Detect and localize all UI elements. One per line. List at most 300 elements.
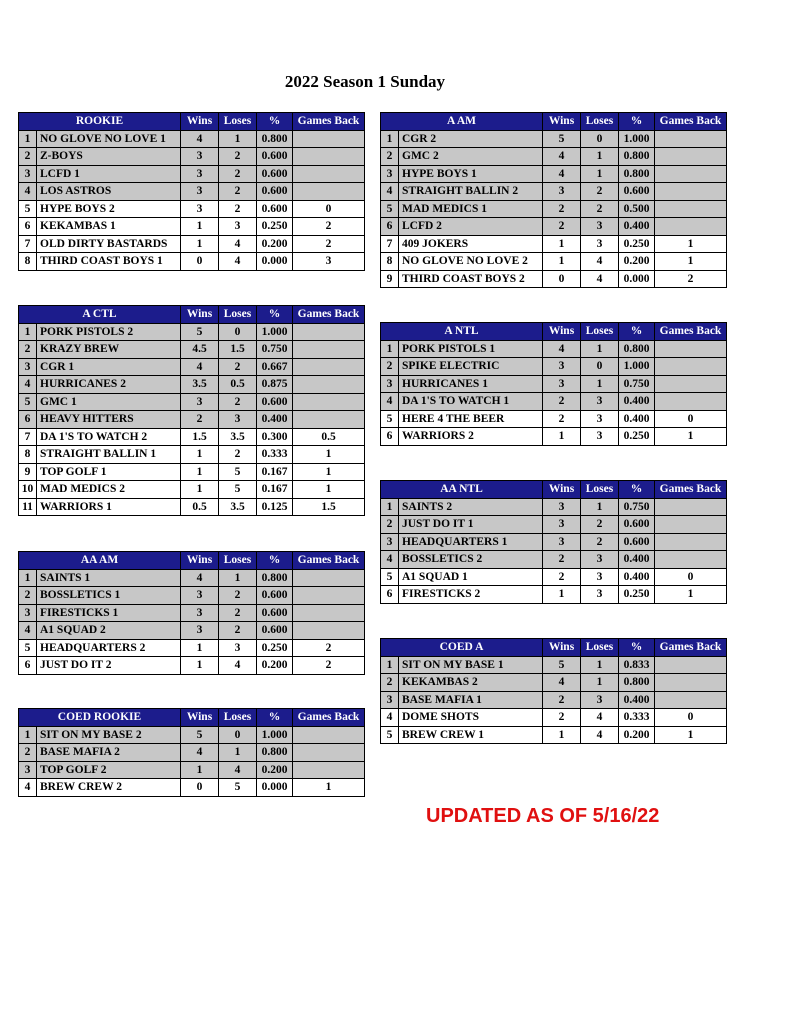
division-name: COED ROOKIE — [19, 709, 181, 727]
loses-cell: 3.5 — [219, 428, 257, 446]
wins-cell: 2 — [181, 411, 219, 429]
rank-cell: 4 — [381, 709, 399, 727]
wins-cell: 5 — [543, 656, 581, 674]
games-back-header: Games Back — [293, 306, 365, 324]
loses-cell: 1 — [581, 375, 619, 393]
loses-cell: 1 — [581, 656, 619, 674]
rank-cell: 7 — [19, 428, 37, 446]
games-back-cell — [655, 691, 727, 709]
games-back-header: Games Back — [655, 639, 727, 657]
games-back-cell: 1 — [655, 586, 727, 604]
rank-cell: 3 — [381, 375, 399, 393]
pct-cell: 0.250 — [257, 218, 293, 236]
rank-cell: 4 — [381, 551, 399, 569]
table-row — [19, 587, 365, 605]
loses-header: Loses — [219, 113, 257, 131]
wins-cell: 3 — [543, 516, 581, 534]
pct-cell: 0.750 — [619, 498, 655, 516]
table-row — [19, 200, 365, 218]
rank-cell: 4 — [19, 622, 37, 640]
team-name-cell: HEADQUARTERS 1 — [399, 533, 543, 551]
table-row — [381, 551, 727, 569]
rank-cell: 5 — [381, 410, 399, 428]
games-back-cell — [655, 674, 727, 692]
wins-cell: 2 — [543, 410, 581, 428]
rank-cell: 6 — [19, 411, 37, 429]
team-name-cell: HURRICANES 1 — [399, 375, 543, 393]
wins-cell: 1 — [181, 218, 219, 236]
games-back-cell — [293, 183, 365, 201]
table-row — [381, 691, 727, 709]
team-name-cell: BOSSLETICS 2 — [399, 551, 543, 569]
table-row — [19, 446, 365, 464]
loses-cell: 3 — [581, 235, 619, 253]
games-back-cell — [655, 200, 727, 218]
games-back-header: Games Back — [293, 113, 365, 131]
pct-cell: 0.800 — [257, 744, 293, 762]
rank-cell: 4 — [381, 183, 399, 201]
pct-cell: 0.600 — [257, 200, 293, 218]
wins-cell: 3.5 — [181, 376, 219, 394]
rank-cell: 8 — [19, 446, 37, 464]
loses-cell: 3 — [219, 411, 257, 429]
loses-cell: 3 — [581, 586, 619, 604]
pct-cell: 0.600 — [619, 183, 655, 201]
rank-cell: 9 — [19, 463, 37, 481]
loses-header: Loses — [219, 709, 257, 727]
table-row — [381, 498, 727, 516]
team-name-cell: JUST DO IT 1 — [399, 516, 543, 534]
table-row — [381, 165, 727, 183]
pct-cell: 1.000 — [257, 726, 293, 744]
loses-cell: 3 — [581, 691, 619, 709]
rank-cell: 3 — [19, 165, 37, 183]
team-name-cell: THIRD COAST BOYS 2 — [399, 270, 543, 288]
pct-cell: 0.833 — [619, 656, 655, 674]
loses-cell: 1 — [581, 165, 619, 183]
loses-cell: 2 — [219, 587, 257, 605]
games-back-header: Games Back — [655, 481, 727, 499]
team-name-cell: BREW CREW 1 — [399, 726, 543, 744]
pct-cell: 0.600 — [257, 587, 293, 605]
games-back-cell — [655, 551, 727, 569]
pct-cell: 0.600 — [257, 604, 293, 622]
pct-cell: 0.200 — [619, 726, 655, 744]
wins-cell: 3 — [543, 533, 581, 551]
pct-header: % — [257, 113, 293, 131]
loses-cell: 4 — [581, 270, 619, 288]
loses-cell: 2 — [581, 516, 619, 534]
table-row — [381, 270, 727, 288]
rank-cell: 11 — [19, 498, 37, 516]
wins-cell: 4.5 — [181, 341, 219, 359]
games-back-cell — [293, 393, 365, 411]
rank-cell: 2 — [19, 587, 37, 605]
table-row — [19, 235, 365, 253]
wins-cell: 5 — [543, 130, 581, 148]
games-back-cell — [293, 726, 365, 744]
wins-cell: 1 — [543, 253, 581, 271]
page-title: 2022 Season 1 Sunday — [284, 72, 446, 91]
games-back-cell: 0 — [293, 200, 365, 218]
standings-table-a-ctl — [18, 305, 365, 516]
loses-cell: 5 — [219, 481, 257, 499]
rank-cell: 5 — [19, 393, 37, 411]
wins-header: Wins — [181, 709, 219, 727]
rank-cell: 1 — [381, 498, 399, 516]
team-name-cell: BREW CREW 2 — [37, 779, 181, 797]
wins-cell: 1 — [543, 726, 581, 744]
pct-cell: 0.600 — [619, 533, 655, 551]
division-name: AA NTL — [381, 481, 543, 499]
team-name-cell: A1 SQUAD 2 — [37, 622, 181, 640]
loses-cell: 1 — [581, 340, 619, 358]
games-back-cell — [293, 604, 365, 622]
wins-cell: 3 — [181, 393, 219, 411]
rank-cell: 6 — [19, 218, 37, 236]
wins-cell: 1 — [543, 428, 581, 446]
table-row — [381, 726, 727, 744]
loses-cell: 4 — [581, 726, 619, 744]
wins-cell: 4 — [181, 569, 219, 587]
table-header-row — [381, 323, 727, 341]
rank-cell: 5 — [19, 200, 37, 218]
pct-cell: 0.800 — [619, 340, 655, 358]
pct-cell: 0.333 — [619, 709, 655, 727]
rank-cell: 3 — [381, 533, 399, 551]
games-back-cell — [655, 218, 727, 236]
loses-cell: 3 — [219, 639, 257, 657]
standings-table-coed-a — [380, 638, 727, 744]
table-row — [19, 498, 365, 516]
table-row — [19, 569, 365, 587]
table-row — [381, 235, 727, 253]
table-row — [19, 726, 365, 744]
pct-cell: 0.400 — [619, 218, 655, 236]
games-back-cell: 1 — [293, 779, 365, 797]
table-row — [19, 376, 365, 394]
pct-cell: 0.800 — [257, 569, 293, 587]
pct-cell: 0.167 — [257, 463, 293, 481]
table-row — [19, 358, 365, 376]
pct-cell: 0.600 — [257, 183, 293, 201]
division-name: ROOKIE — [19, 113, 181, 131]
games-back-cell: 2 — [293, 657, 365, 675]
wins-cell: 0 — [181, 253, 219, 271]
pct-cell: 0.750 — [257, 341, 293, 359]
pct-cell: 0.400 — [619, 393, 655, 411]
table-row — [381, 709, 727, 727]
team-name-cell: BASE MAFIA 1 — [399, 691, 543, 709]
wins-header: Wins — [543, 323, 581, 341]
wins-cell: 1 — [181, 481, 219, 499]
rank-cell: 1 — [19, 130, 37, 148]
games-back-cell: 1 — [293, 463, 365, 481]
games-back-cell — [293, 323, 365, 341]
loses-cell: 0 — [581, 130, 619, 148]
team-name-cell: STRAIGHT BALLIN 2 — [399, 183, 543, 201]
wins-cell: 3 — [543, 183, 581, 201]
games-back-cell — [655, 148, 727, 166]
rank-cell: 5 — [381, 200, 399, 218]
standings-table-rookie — [18, 112, 365, 271]
wins-cell: 3 — [181, 200, 219, 218]
games-back-cell — [655, 393, 727, 411]
pct-cell: 0.600 — [257, 393, 293, 411]
updated-note: UPDATED AS OF 5/16/22 — [426, 805, 660, 827]
pct-header: % — [619, 113, 655, 131]
loses-cell: 3 — [219, 218, 257, 236]
rank-cell: 1 — [19, 323, 37, 341]
pct-cell: 0.400 — [619, 551, 655, 569]
pct-cell: 0.400 — [619, 410, 655, 428]
pct-header: % — [619, 323, 655, 341]
pct-cell: 0.000 — [257, 779, 293, 797]
rank-cell: 6 — [381, 428, 399, 446]
pct-cell: 0.200 — [257, 761, 293, 779]
games-back-cell — [293, 569, 365, 587]
wins-cell: 2 — [543, 691, 581, 709]
loses-cell: 1.5 — [219, 341, 257, 359]
table-row — [19, 165, 365, 183]
wins-cell: 1.5 — [181, 428, 219, 446]
wins-cell: 1 — [181, 761, 219, 779]
pct-cell: 0.500 — [619, 200, 655, 218]
pct-cell: 0.600 — [257, 148, 293, 166]
loses-cell: 2 — [219, 165, 257, 183]
table-header-row — [19, 306, 365, 324]
table-row — [381, 148, 727, 166]
team-name-cell: GMC 2 — [399, 148, 543, 166]
team-name-cell: MAD MEDICS 2 — [37, 481, 181, 499]
wins-cell: 1 — [181, 463, 219, 481]
team-name-cell: SPIKE ELECTRIC — [399, 358, 543, 376]
table-row — [381, 393, 727, 411]
wins-cell: 0 — [181, 779, 219, 797]
table-row — [381, 375, 727, 393]
rank-cell: 8 — [19, 253, 37, 271]
table-row — [19, 428, 365, 446]
pct-header: % — [619, 481, 655, 499]
team-name-cell: KEKAMBAS 1 — [37, 218, 181, 236]
games-back-cell — [655, 533, 727, 551]
table-row — [19, 657, 365, 675]
team-name-cell: STRAIGHT BALLIN 1 — [37, 446, 181, 464]
loses-header: Loses — [581, 323, 619, 341]
team-name-cell: THIRD COAST BOYS 1 — [37, 253, 181, 271]
loses-cell: 1 — [219, 744, 257, 762]
team-name-cell: TOP GOLF 2 — [37, 761, 181, 779]
division-name: A NTL — [381, 323, 543, 341]
loses-cell: 2 — [219, 183, 257, 201]
wins-cell: 1 — [181, 235, 219, 253]
games-back-cell: 0 — [655, 709, 727, 727]
wins-header: Wins — [181, 306, 219, 324]
rank-cell: 10 — [19, 481, 37, 499]
standings-table-aa-am — [18, 551, 365, 675]
games-back-cell — [655, 516, 727, 534]
pct-cell: 0.400 — [257, 411, 293, 429]
table-row — [19, 604, 365, 622]
team-name-cell: HEAVY HITTERS — [37, 411, 181, 429]
loses-cell: 3 — [581, 551, 619, 569]
rank-cell: 2 — [381, 516, 399, 534]
rank-cell: 3 — [381, 691, 399, 709]
team-name-cell: DA 1'S TO WATCH 1 — [399, 393, 543, 411]
team-name-cell: HURRICANES 2 — [37, 376, 181, 394]
wins-header: Wins — [543, 639, 581, 657]
games-back-cell — [293, 587, 365, 605]
wins-cell: 0 — [543, 270, 581, 288]
table-row — [19, 411, 365, 429]
rank-cell: 1 — [381, 130, 399, 148]
games-back-cell — [655, 340, 727, 358]
team-name-cell: NO GLOVE NO LOVE 1 — [37, 130, 181, 148]
rank-cell: 2 — [381, 148, 399, 166]
team-name-cell: FIRESTICKS 1 — [37, 604, 181, 622]
loses-cell: 3 — [581, 410, 619, 428]
table-row — [381, 674, 727, 692]
pct-cell: 1.000 — [257, 323, 293, 341]
table-row — [381, 340, 727, 358]
games-back-cell — [655, 183, 727, 201]
table-row — [381, 410, 727, 428]
table-row — [19, 761, 365, 779]
wins-cell: 1 — [181, 657, 219, 675]
wins-cell: 3 — [543, 375, 581, 393]
wins-header: Wins — [181, 113, 219, 131]
rank-cell: 6 — [381, 586, 399, 604]
wins-cell: 3 — [181, 183, 219, 201]
team-name-cell: SIT ON MY BASE 2 — [37, 726, 181, 744]
loses-cell: 4 — [581, 709, 619, 727]
wins-cell: 2 — [543, 393, 581, 411]
team-name-cell: CGR 2 — [399, 130, 543, 148]
loses-cell: 4 — [219, 235, 257, 253]
pct-cell: 0.200 — [257, 657, 293, 675]
games-back-cell — [293, 376, 365, 394]
rank-cell: 6 — [381, 218, 399, 236]
loses-cell: 2 — [219, 622, 257, 640]
rank-cell: 8 — [381, 253, 399, 271]
loses-cell: 0 — [581, 358, 619, 376]
loses-cell: 1 — [581, 498, 619, 516]
pct-cell: 0.600 — [257, 165, 293, 183]
rank-cell: 2 — [19, 744, 37, 762]
wins-cell: 1 — [181, 446, 219, 464]
games-back-cell — [655, 165, 727, 183]
team-name-cell: HYPE BOYS 2 — [37, 200, 181, 218]
wins-cell: 3 — [543, 498, 581, 516]
rank-cell: 3 — [381, 165, 399, 183]
table-row — [19, 639, 365, 657]
wins-cell: 4 — [181, 130, 219, 148]
table-row — [19, 218, 365, 236]
loses-cell: 3 — [581, 393, 619, 411]
table-row — [19, 341, 365, 359]
loses-cell: 2 — [219, 148, 257, 166]
wins-cell: 4 — [543, 340, 581, 358]
games-back-cell: 1 — [293, 481, 365, 499]
rank-cell: 1 — [381, 656, 399, 674]
loses-cell: 4 — [219, 657, 257, 675]
table-row — [381, 253, 727, 271]
loses-cell: 2 — [219, 393, 257, 411]
games-back-cell: 0.5 — [293, 428, 365, 446]
loses-cell: 4 — [219, 253, 257, 271]
games-back-cell: 0 — [655, 410, 727, 428]
games-back-cell: 1 — [655, 235, 727, 253]
pct-cell: 0.250 — [619, 586, 655, 604]
wins-cell: 1 — [181, 639, 219, 657]
games-back-cell — [293, 744, 365, 762]
table-header-row — [381, 113, 727, 131]
team-name-cell: HERE 4 THE BEER — [399, 410, 543, 428]
table-row — [381, 428, 727, 446]
team-name-cell: KRAZY BREW — [37, 341, 181, 359]
loses-cell: 3 — [581, 218, 619, 236]
rank-cell: 4 — [19, 183, 37, 201]
games-back-header: Games Back — [293, 709, 365, 727]
loses-cell: 3 — [581, 428, 619, 446]
loses-cell: 1 — [581, 674, 619, 692]
pct-cell: 0.875 — [257, 376, 293, 394]
wins-cell: 3 — [181, 165, 219, 183]
table-header-row — [19, 552, 365, 570]
wins-cell: 1 — [543, 586, 581, 604]
table-row — [19, 779, 365, 797]
games-back-cell: 2 — [293, 218, 365, 236]
pct-cell: 0.125 — [257, 498, 293, 516]
wins-cell: 4 — [543, 165, 581, 183]
team-name-cell: SAINTS 1 — [37, 569, 181, 587]
table-row — [381, 516, 727, 534]
rank-cell: 2 — [19, 341, 37, 359]
games-back-cell — [655, 358, 727, 376]
team-name-cell: CGR 1 — [37, 358, 181, 376]
pct-cell: 0.400 — [619, 568, 655, 586]
games-back-cell — [655, 130, 727, 148]
loses-cell: 5 — [219, 779, 257, 797]
team-name-cell: TOP GOLF 1 — [37, 463, 181, 481]
table-row — [19, 481, 365, 499]
rank-cell: 1 — [381, 340, 399, 358]
rank-cell: 4 — [19, 376, 37, 394]
rank-cell: 4 — [19, 779, 37, 797]
table-header-row — [19, 113, 365, 131]
rank-cell: 5 — [19, 639, 37, 657]
wins-cell: 3 — [543, 358, 581, 376]
wins-cell: 4 — [543, 674, 581, 692]
rank-cell: 2 — [381, 358, 399, 376]
pct-cell: 0.000 — [257, 253, 293, 271]
table-row — [19, 463, 365, 481]
wins-cell: 4 — [181, 744, 219, 762]
pct-cell: 0.600 — [257, 622, 293, 640]
loses-cell: 5 — [219, 463, 257, 481]
table-row — [19, 323, 365, 341]
games-back-cell — [293, 358, 365, 376]
wins-cell: 4 — [543, 148, 581, 166]
division-name: AA AM — [19, 552, 181, 570]
table-row — [381, 183, 727, 201]
division-name: A AM — [381, 113, 543, 131]
games-back-cell — [655, 375, 727, 393]
team-name-cell: WARRIORS 2 — [399, 428, 543, 446]
wins-cell: 2 — [543, 709, 581, 727]
wins-cell: 2 — [543, 568, 581, 586]
rank-cell: 3 — [19, 761, 37, 779]
